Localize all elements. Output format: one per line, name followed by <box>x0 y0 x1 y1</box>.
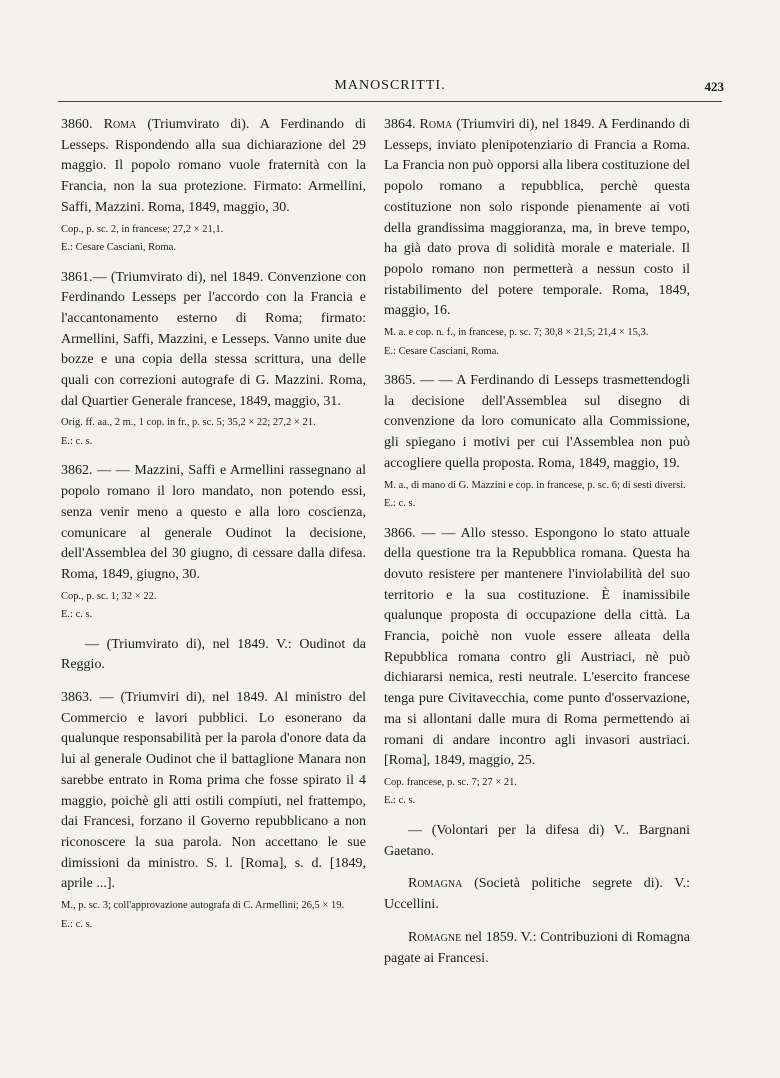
entry-number: 3865. — — <box>384 373 453 389</box>
entry-text <box>384 524 690 772</box>
catalog-entry <box>384 115 690 359</box>
entry-body: Allo stesso. Espongono lo stato attuale della questione tra la Repubblica romana. Questa ha dovuto resistere per mantenere l'inviolabilità del suo territorio e la sua costituzione. È inamissibile qualunque proposta di occupazione della città. La Francia, poichè non vuole essere alleata della Repubblica romana contro gli Austriaci, nè può dichiararsi nemica, resti neutrale. L'esercito francese tenga pure Civitavecchia, come punto d'osservazione, ma si allontani dalle mura di Roma permettendo ai romani di andare incontro agli invasori austriaci. [Roma], 1849, maggio, 25. <box>384 525 690 769</box>
catalog-entry <box>61 115 366 256</box>
entry-provenance: E.: c. s. <box>61 609 93 621</box>
entry-note: Cop. francese, p. sc. 7; 27 × 21. <box>384 776 518 788</box>
entry-body: (Triumvirato di). A Ferdinando di Lesseps. Rispondendo alla sua dichiarazione del 29 maggio. Il popolo romano vuole fraternità con la Francia, non la sua protezione. Firmato: Armellini, Saffi, Mazzini. Roma, 1849, maggio, 30. <box>61 117 367 215</box>
entry-text <box>384 928 690 969</box>
entry-dash: — <box>408 822 422 838</box>
entry-number: 3860. <box>61 117 93 132</box>
entry-lemma: Romagne <box>408 929 462 945</box>
catalog-entry <box>61 688 366 932</box>
catalog-entry <box>384 874 690 915</box>
entry-provenance: E.: c. s. <box>384 795 416 807</box>
entry-number: 3862. — — <box>61 463 130 479</box>
catalog-entry <box>384 371 690 512</box>
entry-body: (Triumviri di), nel 1849. A Ferdinando di Lesseps, inviato plenipotenziario di Francia a Roma. La Francia non può opporsi alla libera costituzione del popolo romano a repubblica, perchè questa costituzione non solo risponde pienamente ai voti della grandissima maggioranza, ma, in breve tempo, ha già dato prova di solidità morale e materiale. Il popolo romano non permetterà a nessun costo il ristabilimento del potere temporale. Roma, 1849, maggio, 16. <box>384 117 691 319</box>
entry-lemma: Roma <box>103 117 137 132</box>
page-number: 423 <box>704 79 724 94</box>
entry-body: A Ferdinando di Lesseps trasmettendogli la decisione dell'Assemblea sul disegno di convenzione da loro comunicato alla Commissione, gli spiegano i motivi per cui l'Assemblea non può accogliere quella proposta. Roma, 1849, maggio, 19. <box>384 373 691 471</box>
entry-number: 3866. — — <box>384 525 456 541</box>
entry-note: M. a., di mano di G. Mazzini e cop. in francese, p. sc. 6; di sesti diversi. <box>384 479 686 491</box>
entry-body: (Società politiche segrete di). V.: Uccellini. <box>384 876 690 913</box>
entry-provenance: E.: Cesare Casciani, Roma. <box>384 345 499 357</box>
entry-body: nel 1859. V.: Contribuzioni di Romagna pagate ai Francesi. <box>384 929 690 966</box>
right-column <box>384 115 690 981</box>
entry-lemma: Roma <box>419 117 453 132</box>
entry-provenance: E.: c. s. <box>61 918 93 930</box>
entry-text <box>61 115 366 219</box>
catalog-entry <box>61 635 366 676</box>
entry-note: M. a. e cop. n. f., in francese, p. sc. 7; 30,8 × 21,5; 21,4 × 15,3. <box>384 327 649 339</box>
entry-text <box>61 461 366 585</box>
running-title: MANOSCRITTI. <box>334 78 446 93</box>
entry-body: (Triumviri di), nel 1849. Al ministro del Commercio e lavori pubblici. Lo esonerano da qualunque responsabilità per la parola d'onore data da lui al generale Oudinot che il battaglione Manara non sarebbe entrato in Roma prima che fosse spirato il 4 maggio, poichè gli atti ostili compiuti, nel frattempo, dai Francesi, forzano il Governo repubblicano a non riconoscere la sua parola. Non accettano le sue dimissioni da ministro. S. l. [Roma], s. d. [1849, aprile ...]. <box>61 690 366 892</box>
entry-provenance: E.: Cesare Casciani, Roma. <box>61 242 176 254</box>
entry-text <box>384 371 690 475</box>
entry-number: 3864. <box>384 117 416 132</box>
entry-lemma: Romagna <box>408 876 463 892</box>
entry-text <box>61 268 366 413</box>
catalog-entry <box>61 268 366 450</box>
page-header <box>56 76 724 98</box>
entry-body: Mazzini, Saffi e Armellini rassegnano al popolo romano il loro mandato, non potendo essi, senza venir meno a questo e alla loro coscienza, comunicare al generale Oudinot la decisione, dell'Assemblea del 30 giugno, di cessare dalla difesa. Roma, 1849, giugno, 30. <box>61 463 366 582</box>
entry-body: (Volontari per la difesa di) V.. Bargnani Gaetano. <box>384 822 690 859</box>
header-rule <box>58 101 722 102</box>
catalog-entry <box>384 928 690 969</box>
entry-body: (Triumvirato di), nel 1849. V.: Oudinot da Reggio. <box>61 636 366 673</box>
entry-note: Cop., p. sc. 1; 32 × 22. <box>61 590 157 602</box>
left-column <box>61 115 366 944</box>
entry-note: Cop., p. sc. 2, in francese; 27,2 × 21,1. <box>61 223 224 235</box>
entry-note: Orig. ff. aa., 2 m., 1 cop. in fr., p. sc. 5; 35,2 × 22; 27,2 × 21. <box>61 417 316 429</box>
entry-number: 3861.— <box>61 269 107 285</box>
entry-text <box>384 874 690 915</box>
catalog-entry <box>384 524 690 809</box>
entry-provenance: E.: c. s. <box>61 435 93 447</box>
entry-text <box>61 688 366 895</box>
entry-text <box>384 821 690 862</box>
catalog-entry <box>384 821 690 862</box>
entry-note: M., p. sc. 3; coll'approvazione autografa di C. Armellini; 26,5 × 19. <box>61 900 345 912</box>
entry-number: 3863. — <box>61 690 114 706</box>
entry-body: (Triumvirato di), nel 1849. Convenzione con Ferdinando Lesseps per l'accordo con la Francia e l'accantonamento esterno di Roma; firmato: Armellini, Saffi, Mazzini, e Lesseps. Vanno unite due bozze e una copia della stessa scrittura, una delle quali con correzioni autografe di G. Mazzini. Roma, dal Quartier Generale francese, 1849, maggio, 31. <box>61 269 366 409</box>
entry-text <box>61 635 366 676</box>
entry-provenance: E.: c. s. <box>384 498 416 510</box>
entry-text <box>384 115 690 322</box>
entry-dash: — <box>85 636 99 652</box>
catalog-entry <box>61 461 366 622</box>
